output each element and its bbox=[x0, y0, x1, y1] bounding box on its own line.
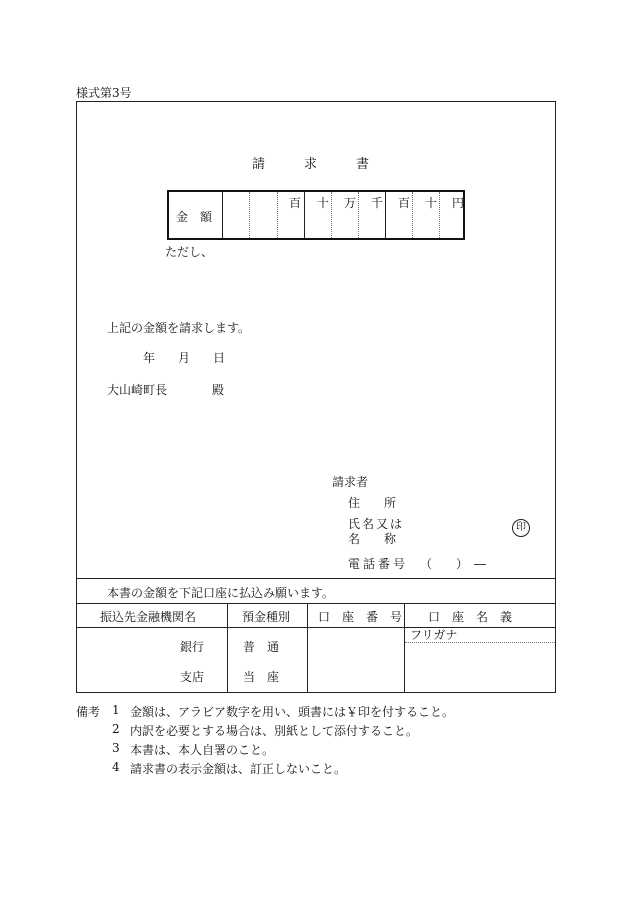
form-number: 様式第3号 bbox=[76, 86, 132, 100]
amount-box bbox=[167, 190, 465, 240]
addressee-name: 大山崎町長 bbox=[107, 383, 168, 397]
claimant-heading: 請求者 bbox=[332, 475, 369, 489]
date-month: 月 bbox=[178, 351, 191, 365]
date-day: 日 bbox=[213, 351, 226, 365]
claimant-phone-label: 電話番号 bbox=[348, 557, 409, 571]
proviso-text: ただし、 bbox=[165, 245, 214, 259]
branch-suffix: 支店 bbox=[180, 670, 205, 684]
digit-header: 百 bbox=[289, 196, 302, 210]
seal-mark: 印 bbox=[512, 519, 530, 537]
note-number: 3 bbox=[112, 741, 120, 755]
notes-label: 備考 bbox=[76, 705, 101, 719]
digit-header: 万 bbox=[344, 196, 357, 210]
note-text: 内訳を必要とする場合は、別紙として添付すること。 bbox=[130, 724, 419, 738]
furigana-label: フリガナ bbox=[410, 628, 458, 642]
header-account-number: 口 座 番 号 bbox=[318, 610, 403, 624]
claimant-phone-format: （ ） ― bbox=[420, 557, 487, 571]
digit-header: 十 bbox=[425, 196, 438, 210]
addressee-honorific: 殿 bbox=[212, 383, 225, 397]
claimant-name-label-1: 氏名又は bbox=[348, 517, 405, 531]
digit-header: 円 bbox=[452, 196, 465, 210]
bank-suffix: 銀行 bbox=[180, 640, 205, 654]
digit-header: 千 bbox=[371, 196, 384, 210]
amount-label: 金 額 bbox=[176, 210, 213, 224]
note-number: 2 bbox=[112, 722, 120, 736]
note-number: 1 bbox=[112, 703, 120, 717]
document-title: 請 求 書 bbox=[252, 157, 370, 172]
note-number: 4 bbox=[112, 760, 120, 774]
header-deposit-type: 預金種別 bbox=[242, 610, 291, 624]
transfer-notice: 本書の金額を下記口座に払込み願います。 bbox=[107, 586, 335, 600]
digit-header: 十 bbox=[317, 196, 330, 210]
claimant-name-label-2: 名 称 bbox=[348, 532, 397, 546]
header-account-holder: 口 座 名 義 bbox=[428, 610, 513, 624]
date-year: 年 bbox=[143, 351, 156, 365]
claimant-address-label: 住 所 bbox=[348, 496, 397, 510]
note-text: 金額は、アラビア数字を用い、頭書には￥印を付すること。 bbox=[130, 705, 455, 719]
deposit-type-ordinary: 普 通 bbox=[243, 640, 280, 654]
note-text: 本書は、本人自署のこと。 bbox=[130, 743, 275, 757]
note-text: 請求書の表示金額は、訂正しないこと。 bbox=[130, 762, 347, 776]
digit-header: 百 bbox=[398, 196, 411, 210]
deposit-type-checking: 当 座 bbox=[243, 670, 280, 684]
header-bank-name: 振込先金融機関名 bbox=[100, 610, 197, 624]
request-statement: 上記の金額を請求します。 bbox=[107, 321, 251, 335]
